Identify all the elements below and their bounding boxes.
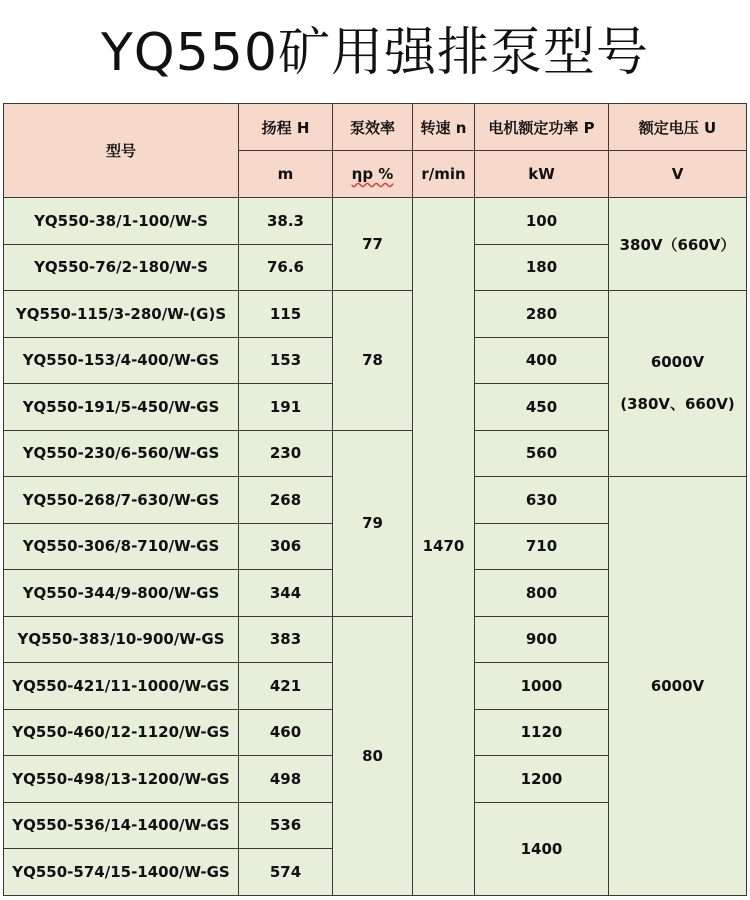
voltage-line-1: 6000V	[650, 353, 705, 371]
model-cell: YQ550-268/7-630/W-GS	[4, 477, 239, 524]
efficiency-cell: 77	[333, 198, 413, 291]
power-cell: 900	[475, 616, 609, 663]
voltage-cell: 6000V	[609, 477, 747, 896]
model-cell: YQ550-191/5-450/W-GS	[4, 384, 239, 431]
head-cell: 460	[239, 709, 333, 756]
head-cell: 115	[239, 291, 333, 338]
voltage-line-2: (380V、660V)	[620, 395, 735, 413]
speed-cell: 1470	[413, 198, 475, 896]
model-cell: YQ550-536/14-1400/W-GS	[4, 802, 239, 849]
power-cell: 630	[475, 477, 609, 524]
head-cell: 344	[239, 570, 333, 617]
header-head: 扬程 H	[239, 104, 333, 151]
power-cell: 1000	[475, 663, 609, 710]
power-cell: 280	[475, 291, 609, 338]
head-cell: 76.6	[239, 244, 333, 291]
model-cell: YQ550-344/9-800/W-GS	[4, 570, 239, 617]
head-cell: 421	[239, 663, 333, 710]
head-cell: 306	[239, 523, 333, 570]
header-voltage: 额定电压 U	[609, 104, 747, 151]
header-head-unit: m	[239, 151, 333, 198]
power-cell: 100	[475, 198, 609, 245]
head-cell: 191	[239, 384, 333, 431]
model-cell: YQ550-115/3-280/W-(G)S	[4, 291, 239, 338]
model-cell: YQ550-460/12-1120/W-GS	[4, 709, 239, 756]
model-cell: YQ550-76/2-180/W-S	[4, 244, 239, 291]
pump-spec-table	[3, 103, 747, 896]
model-cell: YQ550-38/1-100/W-S	[4, 198, 239, 245]
power-cell: 1400	[475, 802, 609, 895]
head-cell: 574	[239, 849, 333, 896]
head-cell: 536	[239, 802, 333, 849]
efficiency-cell: 80	[333, 616, 413, 895]
model-cell: YQ550-574/15-1400/W-GS	[4, 849, 239, 896]
header-speed: 转速 n	[413, 104, 475, 151]
voltage-cell	[609, 291, 747, 477]
table-row	[4, 198, 747, 245]
header-power: 电机额定功率 P	[475, 104, 609, 151]
model-cell: YQ550-306/8-710/W-GS	[4, 523, 239, 570]
header-efficiency-unit	[333, 151, 413, 198]
power-cell: 400	[475, 337, 609, 384]
header-voltage-unit: V	[609, 151, 747, 198]
head-cell: 383	[239, 616, 333, 663]
power-cell: 1200	[475, 756, 609, 803]
model-cell: YQ550-153/4-400/W-GS	[4, 337, 239, 384]
page-title: YQ550矿用强排泵型号	[101, 23, 649, 83]
power-cell: 1120	[475, 709, 609, 756]
head-cell: 268	[239, 477, 333, 524]
head-cell: 498	[239, 756, 333, 803]
head-cell: 230	[239, 430, 333, 477]
model-cell: YQ550-421/11-1000/W-GS	[4, 663, 239, 710]
model-cell: YQ550-230/6-560/W-GS	[4, 430, 239, 477]
efficiency-cell: 79	[333, 430, 413, 616]
head-cell: 153	[239, 337, 333, 384]
voltage-cell: 380V（660V）	[609, 198, 747, 291]
model-cell: YQ550-383/10-900/W-GS	[4, 616, 239, 663]
power-cell: 560	[475, 430, 609, 477]
table-row	[4, 291, 747, 338]
table-header-row	[4, 104, 747, 151]
header-efficiency: 泵效率	[333, 104, 413, 151]
model-cell: YQ550-498/13-1200/W-GS	[4, 756, 239, 803]
header-model: 型号	[4, 104, 239, 198]
header-power-unit: kW	[475, 151, 609, 198]
power-cell: 180	[475, 244, 609, 291]
head-cell: 38.3	[239, 198, 333, 245]
power-cell: 710	[475, 523, 609, 570]
power-cell: 800	[475, 570, 609, 617]
header-speed-unit: r/min	[413, 151, 475, 198]
efficiency-cell: 78	[333, 291, 413, 431]
efficiency-unit-text: ηp %	[351, 165, 394, 183]
power-cell: 450	[475, 384, 609, 431]
